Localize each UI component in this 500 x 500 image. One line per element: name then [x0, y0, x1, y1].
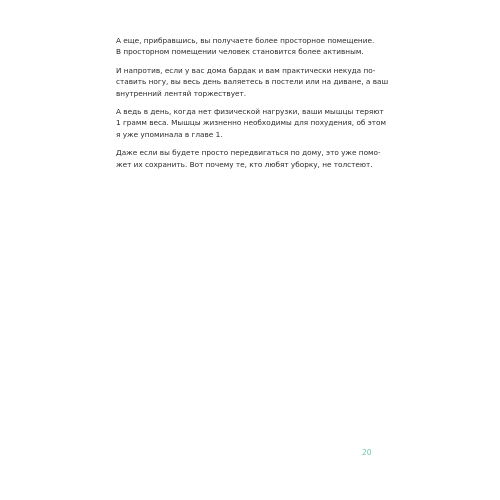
text-line: 1 грамм веса. Мышцы жизненно необходимы для похудения, об этом: [116, 118, 386, 128]
paragraph-3: [116, 106, 388, 140]
text-line: жет их сохранить. Вот почему те, кто любят уборку, не толстеют.: [116, 159, 373, 169]
text-line: ставить ногу, вы весь день валяетесь в постели или на диване, а ваш: [116, 77, 389, 87]
text-line: внутренний лентяй торжествует.: [116, 88, 247, 98]
text-line: И напротив, если у вас дома бардак и вам практически некуда по-: [116, 65, 376, 75]
text-line: В просторном помещении человек становится более активным.: [116, 47, 364, 57]
page-number: 20: [362, 448, 372, 457]
text-line: я уже упоминала в главе 1.: [116, 129, 223, 139]
paragraph-2: [116, 65, 388, 99]
text-line: А еще, прибравшись, вы получаете более просторное помещение.: [116, 36, 375, 45]
text-line: Даже если вы будете просто передвигаться по дому, это уже помо-: [116, 148, 381, 158]
paragraph-4: [116, 147, 388, 170]
body-text: [116, 35, 388, 177]
text-line: А ведь в день, когда нет физической нагрузки, ваши мышцы теряют: [116, 107, 384, 117]
paragraph-1: [116, 35, 388, 58]
